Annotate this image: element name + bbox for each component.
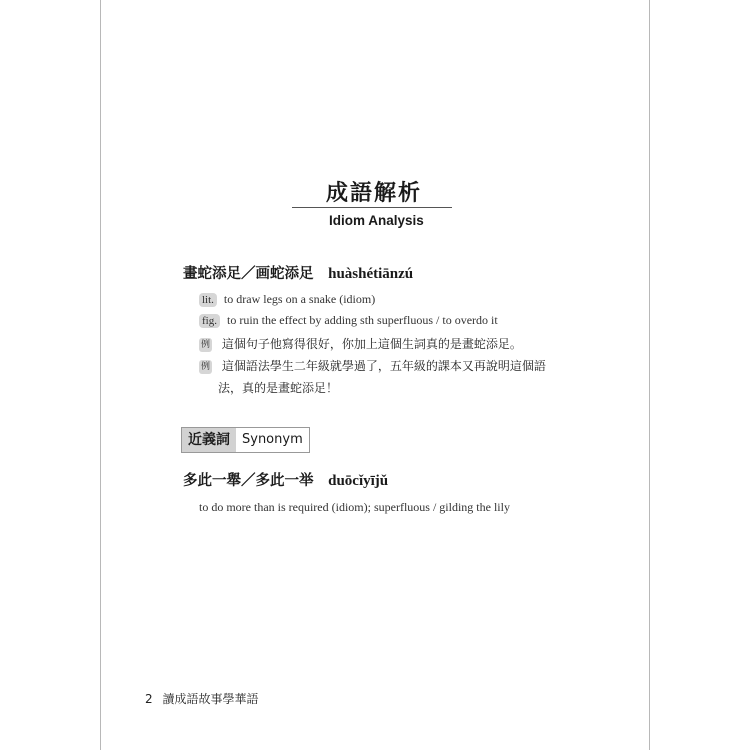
figurative-definition <box>199 313 498 328</box>
example-text: 這個語法學生二年級就學過了，五年級的課本又再說明這個語 <box>221 359 546 373</box>
figurative-text: to ruin the effect by adding sth superfluous / to overdo it <box>226 313 498 327</box>
figurative-tag: fig. <box>199 314 220 328</box>
example-text: 這個句子他寫得很好，你加上這個生詞真的是畫蛇添足。 <box>221 337 522 351</box>
section-title-chinese: 成語解析 <box>326 180 423 206</box>
synonym-label-english: Synonym <box>236 428 309 452</box>
example-sentence-1 <box>199 335 522 352</box>
example-tag: 例 <box>200 361 210 372</box>
synonym-label <box>181 427 310 453</box>
page-footer <box>145 690 258 707</box>
synonym-chinese: 多此一舉／多此一举 <box>183 472 314 489</box>
section-title-english: Idiom Analysis <box>329 213 424 228</box>
example-sentence-2-continued: 法，真的是畫蛇添足！ <box>218 381 339 395</box>
idiom-chinese: 畫蛇添足／画蛇添足 <box>183 265 314 282</box>
example-sentence-2 <box>199 357 546 374</box>
synonym-label-chinese: 近義詞 <box>182 428 236 452</box>
page-number: 2 <box>145 692 153 706</box>
title-divider <box>292 207 452 208</box>
example-tag: 例 <box>200 339 210 350</box>
idiom-heading <box>183 262 413 283</box>
book-title: 讀成語故事學華語 <box>162 692 259 706</box>
synonym-pinyin: duōcǐyījǔ <box>328 473 389 489</box>
literal-definition <box>199 292 375 307</box>
literal-text: to draw legs on a snake (idiom) <box>223 292 376 306</box>
book-page <box>100 0 650 750</box>
synonym-definition: to do more than is required (idiom); superfluous / gilding the lily <box>199 500 510 514</box>
idiom-pinyin: huàshétiānzú <box>328 266 414 282</box>
synonym-heading <box>183 469 388 490</box>
literal-tag: lit. <box>199 293 217 307</box>
